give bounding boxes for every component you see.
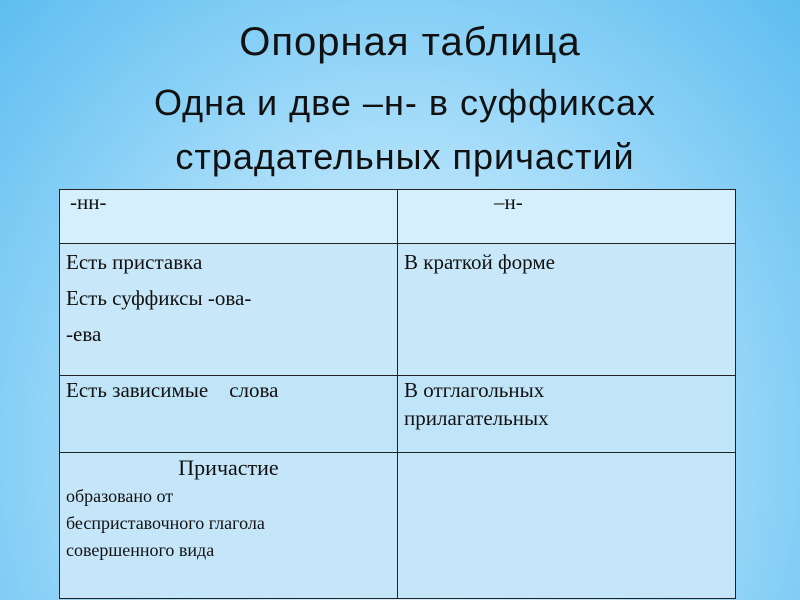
- table-cell: [398, 244, 736, 376]
- rule-verbal-adjectives-line1: В отглагольных: [404, 378, 545, 402]
- table-cell: [398, 376, 736, 453]
- table-row: [60, 244, 736, 376]
- table-cell: [60, 453, 398, 599]
- reference-table: [59, 189, 736, 599]
- page-title: Опорная таблица: [239, 20, 581, 64]
- page-subtitle-line1: Одна и две –н- в суффиксах: [153, 82, 657, 123]
- page-subtitle-line2: страдательных причастий: [175, 136, 635, 177]
- header-cell-single-n: [398, 190, 736, 244]
- header-cell-double-n: [60, 190, 398, 244]
- table-cell-empty: [398, 453, 736, 599]
- rule-short-form: В краткой форме: [404, 250, 555, 274]
- rule-dependent-words: Есть зависимые слова: [66, 378, 279, 402]
- header-label-double-n: -нн-: [70, 190, 107, 214]
- table-cell: [60, 376, 398, 453]
- rule-participle-title: Причастие: [178, 455, 279, 480]
- rule-suffix-cont: -ева: [66, 322, 102, 346]
- rule-verbal-adjectives-line2: прилагательных: [404, 406, 549, 430]
- table-row: [60, 376, 736, 453]
- rule-participle-line2: бесприставочного глагола: [66, 513, 265, 533]
- table-cell: [60, 244, 398, 376]
- rule-suffix: Есть суффиксы -ова-: [66, 286, 252, 310]
- table-row: [60, 453, 736, 599]
- rule-prefix: Есть приставка: [66, 250, 203, 274]
- rule-participle-line3: совершенного вида: [66, 540, 215, 560]
- rule-participle-line1: образовано от: [66, 486, 174, 506]
- table-header-row: [60, 190, 736, 244]
- header-label-single-n: –н-: [494, 190, 523, 214]
